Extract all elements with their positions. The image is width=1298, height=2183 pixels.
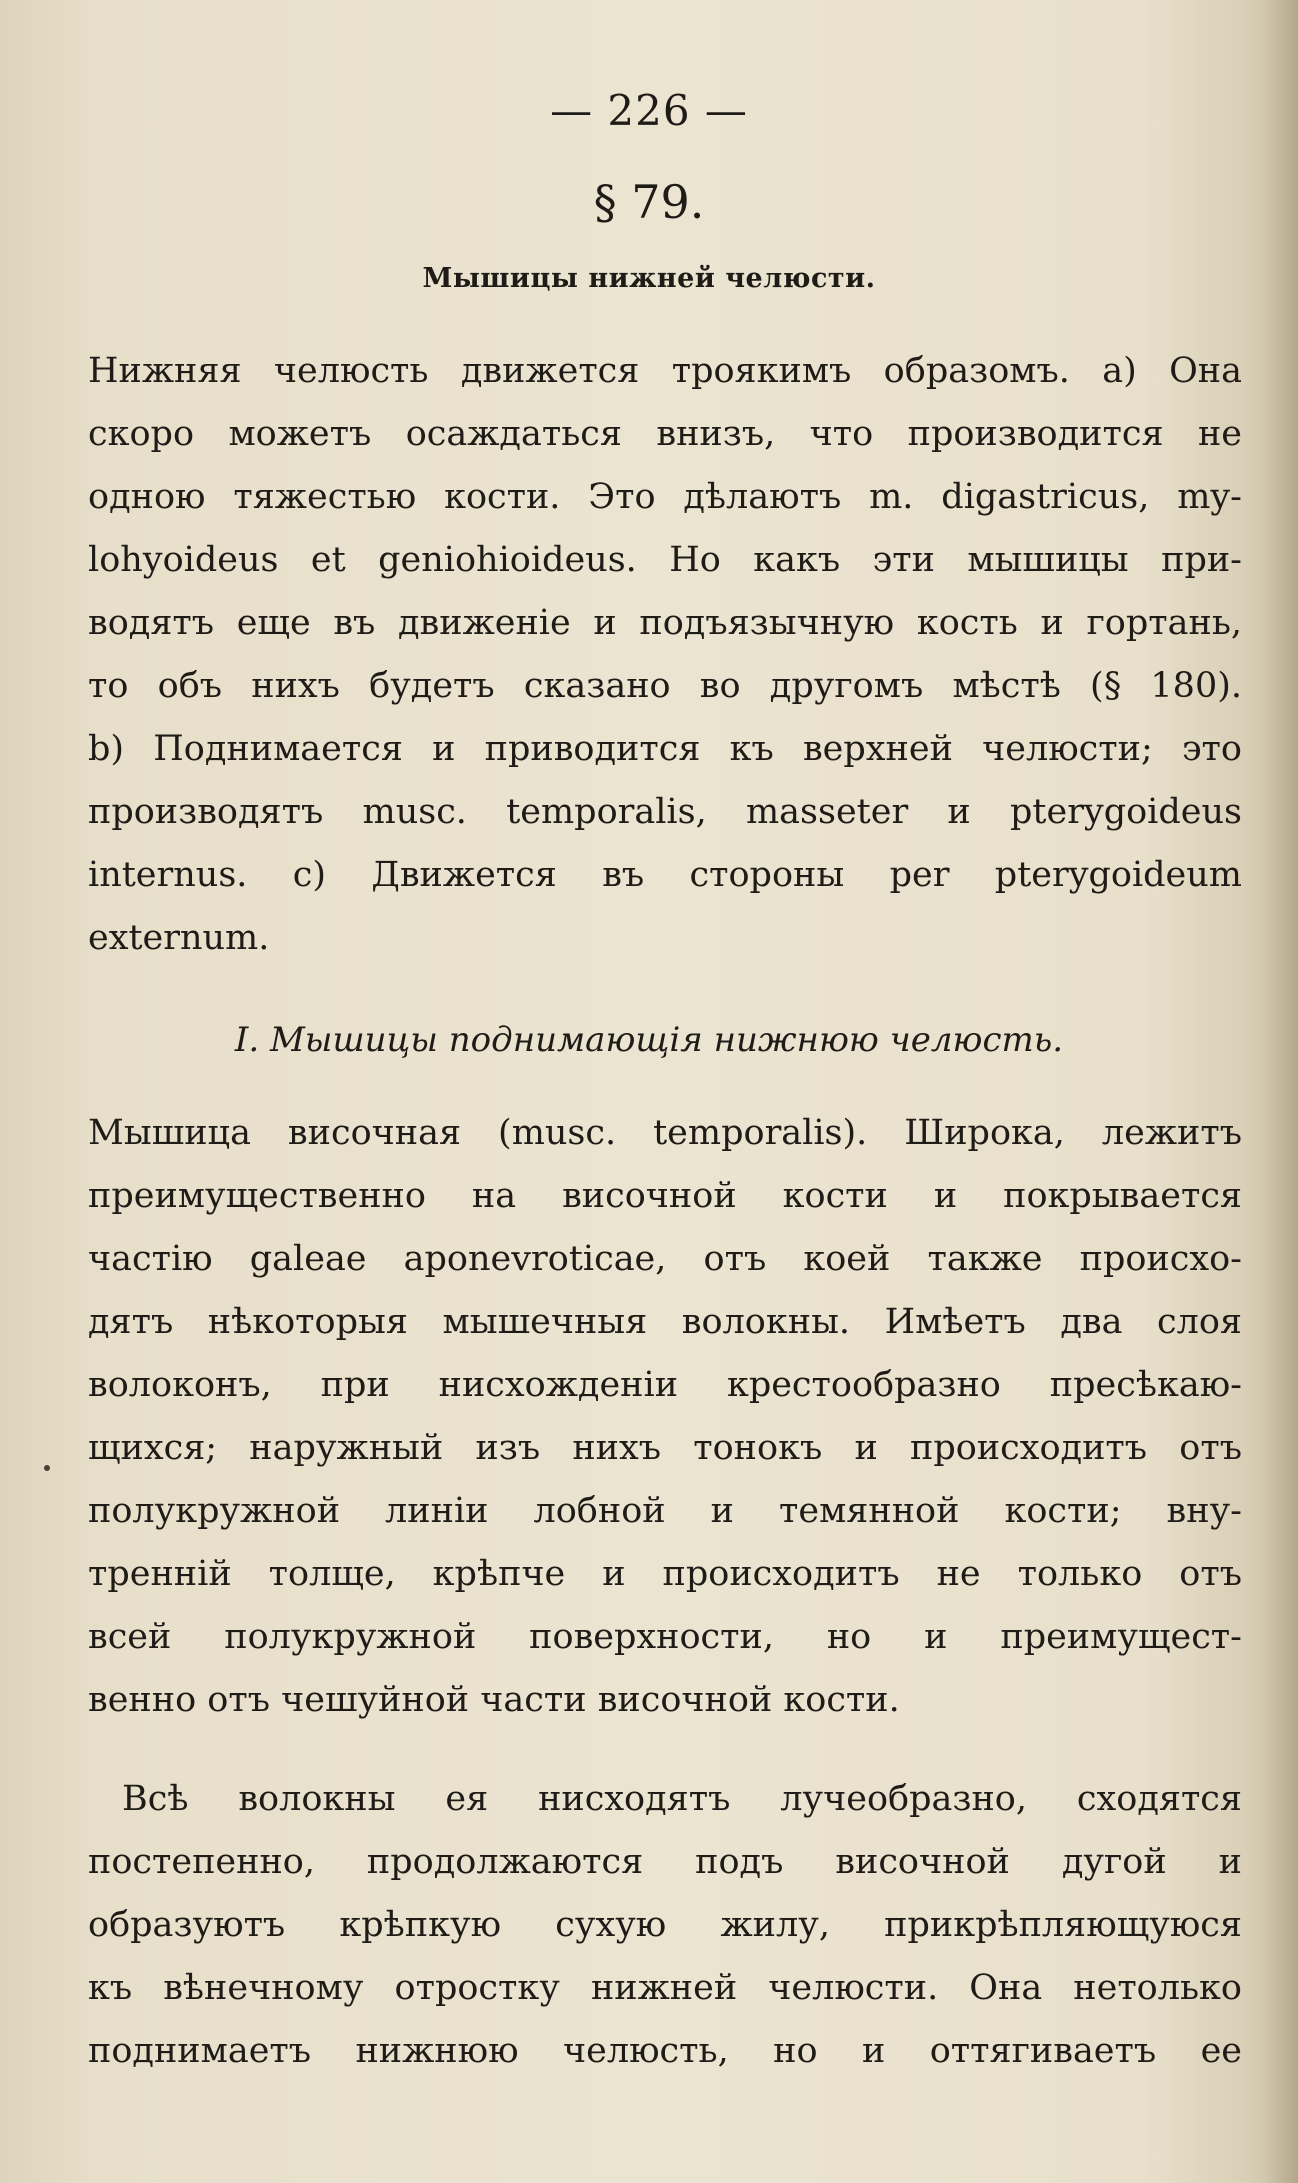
text-line: постепенно, продолжаются подъ височной дугой и xyxy=(88,1842,1242,1882)
text-line: полукружной линіи лобной и темянной кости; вну- xyxy=(88,1491,1242,1531)
text-line: b) Поднимается и приводится къ верхней челюсти; это xyxy=(88,729,1242,769)
text-line: externum. xyxy=(88,918,270,958)
text-line: internus. c) Движется въ стороны per pterygoideum xyxy=(88,855,1242,895)
text-line: поднимаетъ нижнюю челюсть, но и оттягиваетъ ее xyxy=(88,2031,1242,2071)
text-line: венно отъ чешуйной части височной кости. xyxy=(88,1680,900,1720)
text-line: къ вѣнечному отростку нижней челюсти. Она нетолько xyxy=(88,1968,1242,2008)
page-edge-shadow xyxy=(1264,0,1298,2183)
section-number: § 79. xyxy=(593,175,705,229)
text-line: водятъ еще въ движеніе и подъязычную кость и гортань, xyxy=(88,603,1242,643)
text-line: производятъ musc. temporalis, masseter и pterygoideus xyxy=(88,792,1242,832)
paragraph-intro xyxy=(88,340,1242,970)
text-line: скоро можетъ осаждаться внизъ, что производится не xyxy=(88,414,1242,454)
text-line: lohyoideus et geniohioideus. Но какъ эти мышицы при- xyxy=(88,540,1242,580)
text-line: щихся; наружный изъ нихъ тонокъ и происходитъ отъ xyxy=(88,1428,1242,1468)
text-line: образуютъ крѣпкую сухую жилу, прикрѣпляющуюся xyxy=(88,1905,1242,1945)
text-line: частію galeae aponevroticae, отъ коей также происхо- xyxy=(88,1239,1242,1279)
paragraph-temporalis xyxy=(88,1102,1242,1732)
section-title: Мышицы нижней челюсти. xyxy=(422,263,876,294)
text-line: то объ нихъ будетъ сказано во другомъ мѣстѣ (§ 180). xyxy=(88,666,1242,706)
paragraph-fibers xyxy=(88,1768,1242,2083)
text-line: Нижняя челюсть движется троякимъ образомъ. a) Она xyxy=(88,351,1242,391)
text-line: преимущественно на височной кости и покрывается xyxy=(88,1176,1242,1216)
text-line: тренній толще, крѣпче и происходитъ не только отъ xyxy=(88,1554,1242,1594)
text-line: волоконъ, при нисхожденіи крестообразно пресѣкаю- xyxy=(88,1365,1242,1405)
text-line: всей полукружной поверхности, но и преимущест- xyxy=(88,1617,1242,1657)
text-line: дятъ нѣкоторыя мышечныя волокны. Имѣетъ два слоя xyxy=(88,1302,1242,1342)
ink-dot xyxy=(44,1465,50,1471)
text-line: одною тяжестью кости. Это дѣлаютъ m. digastricus, my- xyxy=(88,477,1242,517)
text-line: Мышица височная (musc. temporalis). Широка, лежитъ xyxy=(88,1113,1242,1153)
page-number: — 226 — xyxy=(550,86,748,135)
subheading: I. Мышицы поднимающія нижнюю челюсть. xyxy=(234,1020,1064,1060)
text-line: Всѣ волокны ея нисходятъ лучеобразно, сходятся xyxy=(122,1779,1242,1819)
